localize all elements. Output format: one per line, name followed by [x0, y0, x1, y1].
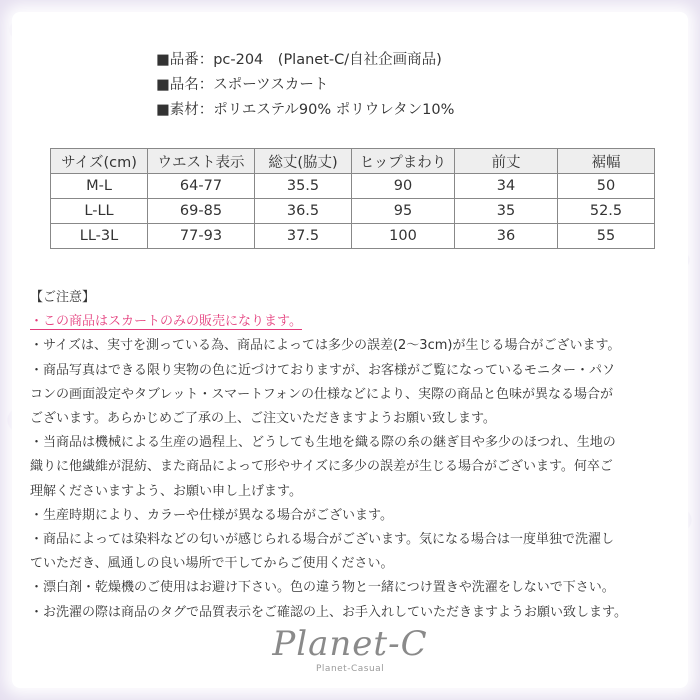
notes-line: 理解くださいますよう、お願い申し上げます。: [30, 483, 302, 499]
header-cell: 裾幅: [558, 149, 655, 174]
product-spec: [156, 48, 454, 123]
notes-highlight: ・この商品はスカートのみの販売になります。: [30, 314, 302, 330]
spec-product-number: ■品番：pc-204 (Planet-C/自社企画商品): [156, 52, 442, 68]
brand-logo-subtitle: Planet-Casual: [316, 664, 385, 674]
header-cell: ヒップまわり: [352, 149, 455, 174]
table-cell: 50: [558, 174, 655, 199]
notes-line: ございます。あらかじめご了承の上、ご注文いただきますようお願い致します。: [30, 411, 496, 427]
header-cell: 総丈(脇丈): [255, 149, 352, 174]
notes-line: ていただき、風通しの良い場所で干してからご使用ください。: [30, 556, 394, 572]
table-cell: 95: [352, 199, 455, 224]
table-cell: M-L: [51, 174, 148, 199]
size-table: [50, 148, 655, 249]
notes-line: ・漂白剤・乾燥機のご使用はお避け下さい。色の違う物と一緒につけ置きや洗濯をしないで下さい。: [30, 580, 615, 596]
spec-product-name: ■品名：スポーツスカート: [156, 77, 329, 93]
table-cell: 34: [455, 174, 558, 199]
table-cell: 90: [352, 174, 455, 199]
table-cell: L-LL: [51, 199, 148, 224]
table-row: [51, 224, 655, 249]
table-cell: 35.5: [255, 174, 352, 199]
notes-line: 織りに他繊維が混紡、また商品によって形やサイズに多少の誤差が生じる場合がございます。何卒ご: [30, 459, 613, 475]
table-cell: 37.5: [255, 224, 352, 249]
notes-line: ・当商品は機械による生産の過程上、どうしても生地を織る際の糸の継ぎ目や多少のほつれ、生地の: [30, 435, 616, 451]
notes-highlight-line: [30, 310, 680, 334]
notes-section: [30, 286, 680, 625]
notes-line: ・商品写真はできる限り実物の色に近づけておりますが、お客様がご覧になっているモニター・パソ: [30, 362, 616, 378]
table-row: [51, 174, 655, 199]
table-row: [51, 199, 655, 224]
spec-material: ■素材：ポリエステル90% ポリウレタン10%: [156, 102, 455, 118]
size-table-header: [51, 149, 655, 174]
table-cell: 100: [352, 224, 455, 249]
table-cell: 64-77: [148, 174, 255, 199]
notes-line: ・お洗濯の際は商品のタグで品質表示をご確認の上、お手入れしていただきますようお願い致します。: [30, 604, 627, 620]
table-cell: 77-93: [148, 224, 255, 249]
notes-line: ・生産時期により、カラーや仕様が異なる場合がございます。: [30, 507, 393, 523]
header-cell: サイズ(cm): [51, 149, 148, 174]
table-cell: 36.5: [255, 199, 352, 224]
table-cell: 69-85: [148, 199, 255, 224]
header-cell: ウエスト表示: [148, 149, 255, 174]
table-cell: 55: [558, 224, 655, 249]
notes-line: コンの画面設定やタブレット・スマートフォンの仕様などにより、実際の商品と色味が異なる場合が: [30, 386, 614, 402]
brand-logo-name: Planet-C: [272, 624, 428, 664]
brand-logo: [0, 624, 700, 674]
table-cell: 35: [455, 199, 558, 224]
notes-line: ・商品によっては染料などの匂いが感じられる場合がございます。気になる場合は一度単独で洗濯し: [30, 532, 614, 548]
table-cell: 36: [455, 224, 558, 249]
table-cell: LL-3L: [51, 224, 148, 249]
header-cell: 前丈: [455, 149, 558, 174]
notes-line: ・サイズは、実寸を測っている為、商品によっては多少の誤差(2〜3cm)が生じる場合がございます。: [30, 338, 621, 354]
table-cell: 52.5: [558, 199, 655, 224]
notes-heading: 【ご注意】: [30, 290, 96, 305]
